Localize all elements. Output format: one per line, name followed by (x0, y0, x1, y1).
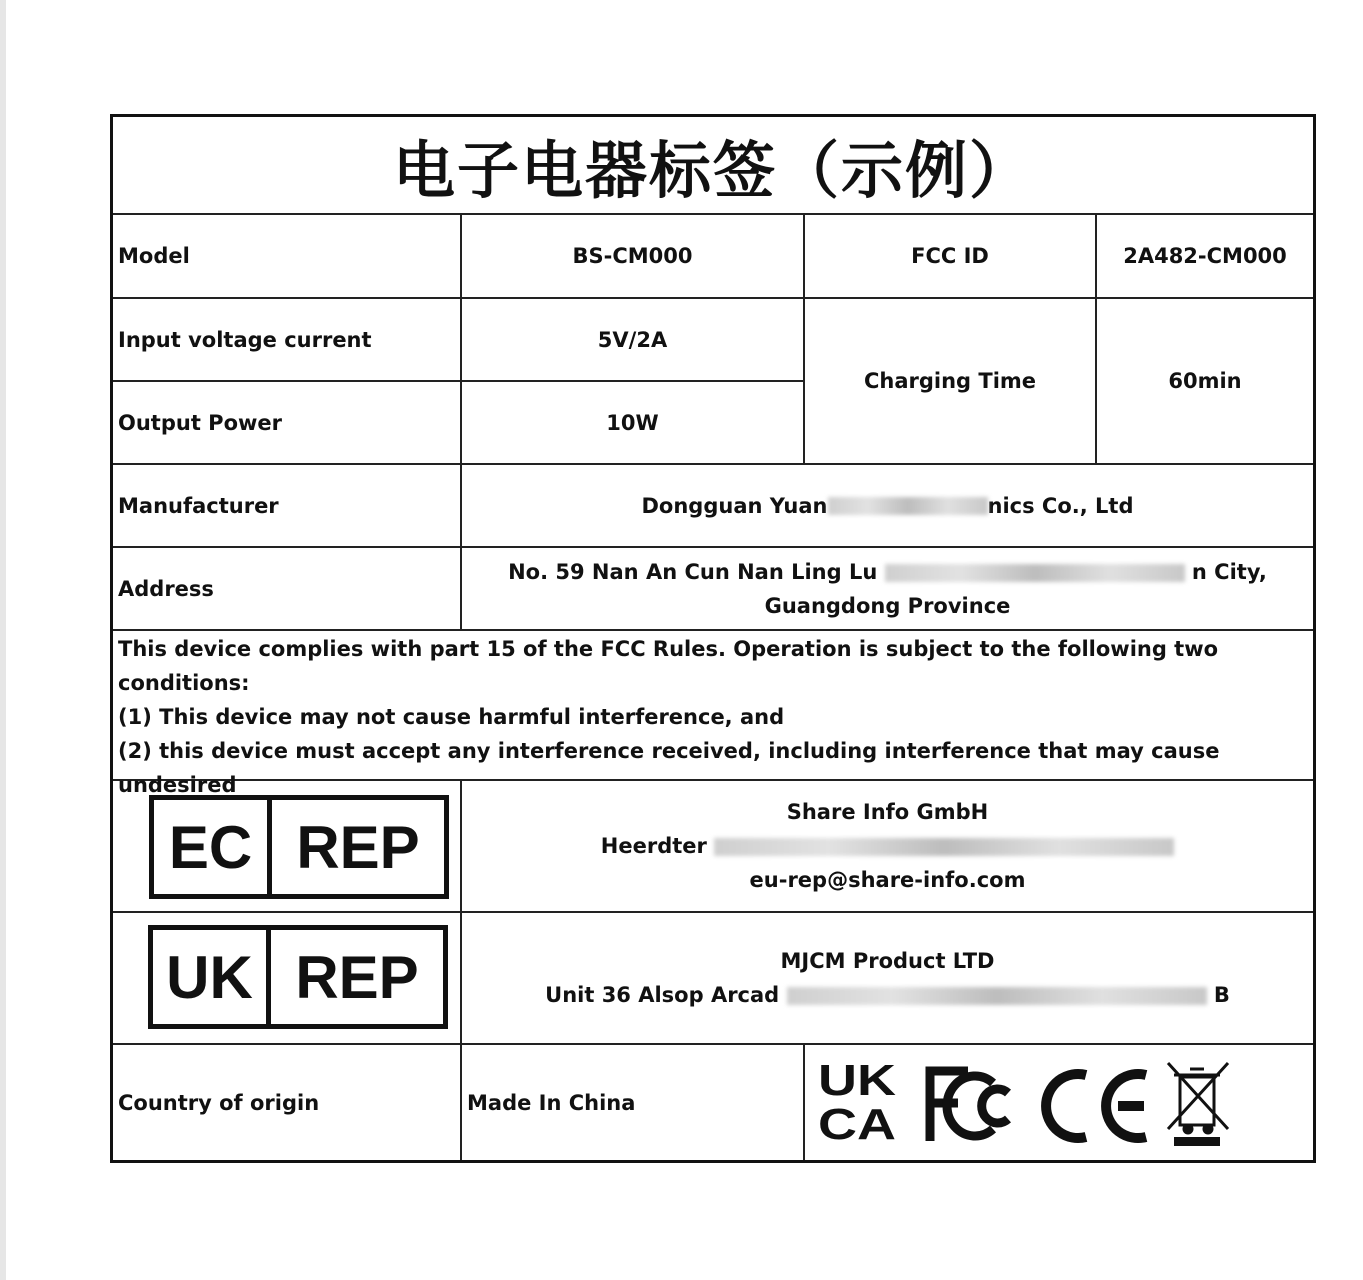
model-label: Model (118, 244, 190, 268)
product-label (110, 114, 1316, 1163)
ec-rep-address (601, 829, 1174, 863)
address-value (462, 548, 1313, 629)
ec-rep-left: EC (168, 813, 253, 881)
compliance-line: (2) this device must accept any interference received, including interference that may cause undesired (118, 739, 1220, 797)
address-label: Address (118, 576, 214, 601)
page-edge (0, 0, 6, 1280)
address-line-1 (508, 555, 1267, 589)
manufacturer-text-start: Dongguan Yuan (641, 493, 828, 518)
input-label: Input voltage current (118, 327, 372, 352)
redacted-text (714, 838, 1174, 856)
ukca-mark-icon (818, 1057, 896, 1149)
uk-rep-info (462, 913, 1313, 1043)
manufacturer-label: Manufacturer (118, 493, 279, 518)
ec-rep-right: REP (296, 813, 420, 881)
fcc-mark-icon (930, 1071, 1008, 1141)
ec-rep-symbol (149, 795, 449, 899)
label-title: 电子电器标签（示例） (392, 133, 1033, 207)
compliance-line: This device complies with part 15 of the FCC Rules. Operation is subject to the following two (118, 637, 1219, 661)
divider (113, 629, 1313, 631)
address-line-2: Guangdong Province (764, 593, 1011, 618)
redacted-text (787, 987, 1207, 1005)
uk-rep-address (545, 978, 1230, 1012)
ec-rep-address-start: Heerdter (600, 834, 707, 858)
input-value: 5V/2A (597, 327, 668, 352)
ce-mark-icon (1046, 1074, 1146, 1138)
ukca-top-text: UK (818, 1057, 897, 1105)
ukca-bottom-text: CA (818, 1100, 896, 1149)
output-value: 10W (606, 410, 659, 435)
redacted-text (828, 497, 988, 515)
model-value: BS-CM000 (572, 244, 693, 268)
manufacturer-value (462, 465, 1313, 546)
origin-label: Country of origin (118, 1090, 320, 1115)
ec-rep-company: Share Info GmbH (786, 800, 989, 824)
manufacturer-text-end: nics Co., Ltd (987, 493, 1134, 518)
address-text-start: No. 59 Nan An Cun Nan Ling Lu (508, 559, 878, 584)
charging-time-label: Charging Time (863, 369, 1037, 393)
uk-rep-left: UK (166, 943, 253, 1011)
charging-time-value: 60min (1168, 369, 1242, 393)
ec-rep-info (462, 781, 1313, 911)
fcc-compliance-statement (118, 632, 1313, 802)
address-text-end: n City, (1191, 559, 1267, 584)
redacted-text (885, 564, 1185, 582)
uk-rep-right: REP (295, 943, 419, 1011)
uk-rep-symbol (148, 925, 448, 1029)
certification-marks (818, 1057, 1238, 1152)
weee-bin-icon (1168, 1063, 1228, 1146)
origin-value: Made In China (467, 1090, 636, 1115)
compliance-line: (1) This device may not cause harmful interference, and (118, 705, 785, 729)
fcc-id-value: 2A482-CM000 (1123, 244, 1287, 268)
uk-rep-address-end: B (1213, 983, 1230, 1007)
fcc-id-label: FCC ID (911, 244, 989, 268)
compliance-line: conditions: (118, 671, 250, 695)
divider (803, 1043, 805, 1160)
output-label: Output Power (118, 410, 282, 435)
uk-rep-company: MJCM Product LTD (780, 949, 995, 973)
uk-rep-address-start: Unit 36 Alsop Arcad (545, 983, 780, 1007)
ec-rep-email: eu-rep@share-info.com (749, 868, 1026, 892)
